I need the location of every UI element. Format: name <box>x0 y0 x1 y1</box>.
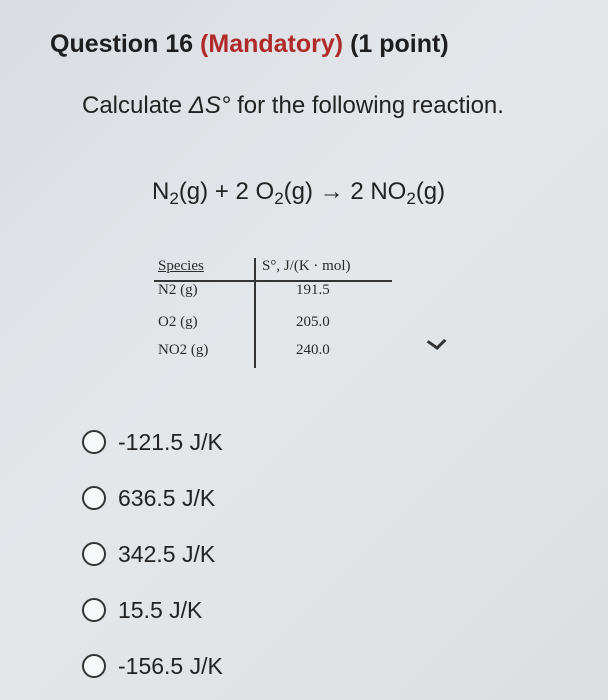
answer-option-2[interactable] <box>82 470 223 526</box>
answer-option-label: 15.5 J/K <box>118 596 203 623</box>
mandatory-label: (Mandatory) <box>200 30 344 58</box>
answer-option-1[interactable] <box>82 414 223 470</box>
table-cell-value: 191.5 <box>296 282 330 298</box>
radio-button[interactable] <box>82 542 106 566</box>
table-cell-species: N2 (g) <box>158 282 198 298</box>
radio-button[interactable] <box>82 430 106 454</box>
answer-option-label: 636.5 J/K <box>118 484 216 511</box>
answer-option-label: -156.5 J/K <box>118 652 223 679</box>
question-title <box>50 30 449 59</box>
answer-option-label: 342.5 J/K <box>118 540 216 567</box>
answer-option-label: -121.5 J/K <box>118 428 223 455</box>
delta-s-symbol: ΔS° <box>188 92 231 119</box>
reaction-equation <box>152 178 445 209</box>
question-number: Question 16 <box>50 30 194 58</box>
equation-subscript: 2 <box>274 189 284 208</box>
cursor-icon <box>426 333 446 350</box>
table-cell-species: O2 (g) <box>158 314 198 330</box>
prompt-text-before: Calculate <box>82 92 189 119</box>
equation-subscript: 2 <box>169 189 179 208</box>
radio-button[interactable] <box>82 598 106 622</box>
equation-part: (g) + 2 O <box>178 178 275 205</box>
table-cell-value: 240.0 <box>296 342 330 358</box>
equation-part: (g) <box>415 178 446 205</box>
prompt-text-after: for the following reaction. <box>230 92 504 119</box>
radio-button[interactable] <box>82 486 106 510</box>
table-column-divider <box>254 258 256 368</box>
radio-button[interactable] <box>82 654 106 678</box>
answer-option-5[interactable] <box>82 638 223 694</box>
answer-option-3[interactable] <box>82 526 223 582</box>
table-header-value: S°, J/(K · mol) <box>262 258 351 274</box>
table-header-species: Species <box>158 258 204 274</box>
points-label: (1 point) <box>350 30 449 58</box>
table-cell-species: NO2 (g) <box>158 342 209 358</box>
question-prompt <box>82 92 504 120</box>
equation-subscript: 2 <box>406 189 416 208</box>
equation-part: (g) → 2 NO <box>283 178 407 205</box>
answer-option-4[interactable] <box>82 582 223 638</box>
table-cell-value: 205.0 <box>296 314 330 330</box>
entropy-data-table <box>154 258 394 368</box>
equation-part: N <box>152 178 170 205</box>
answer-options <box>82 414 223 694</box>
